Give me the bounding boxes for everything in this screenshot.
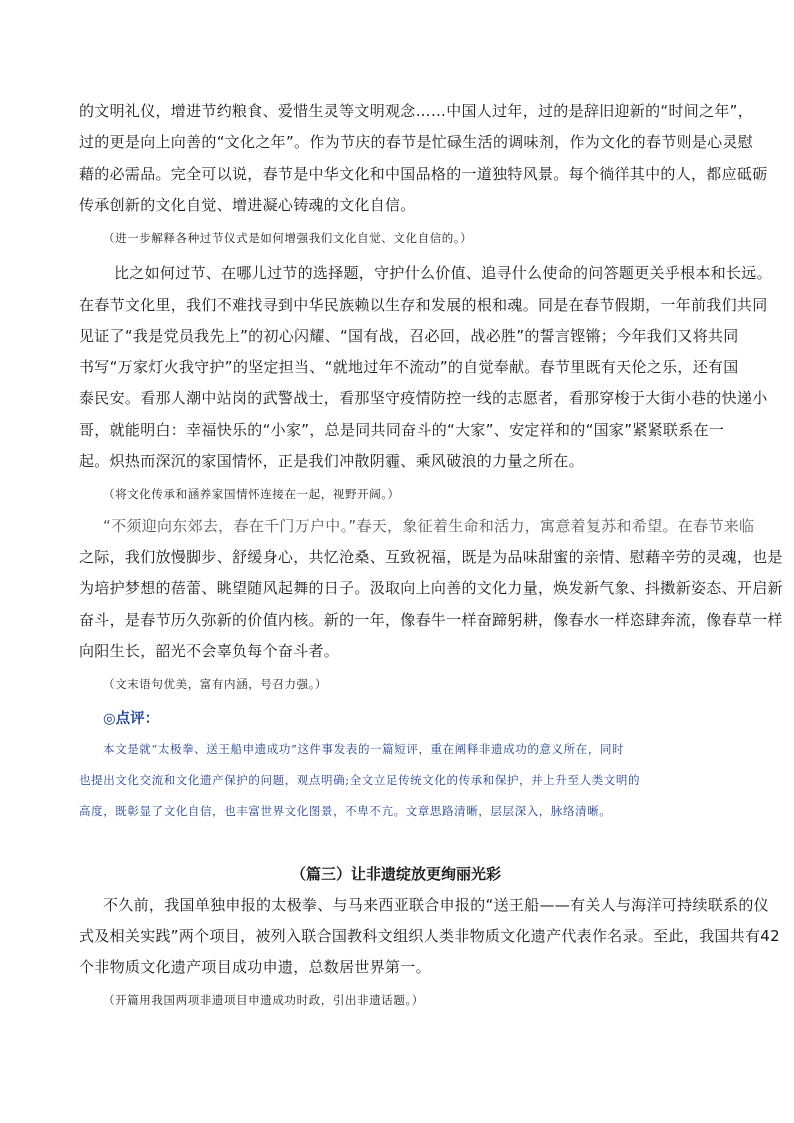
review-line: 高度，既彰显了文化自信，也丰富世界文化图景，不卑不亢。文章思路清晰，层层深入，脉络清晰。 — [79, 804, 612, 818]
annotation-note-3: （文末语句优美，富有内涵，号召力强。） — [103, 677, 328, 691]
review-title: ◎点评： — [103, 711, 160, 727]
paragraph-1-line: 的文明礼仪，增进节约粮食、爱惜生灵等文明观念……中国人过年，过的是辞旧迎新的“时间之年”， — [79, 102, 754, 120]
section-3-line: 个非物质文化遗产项目成功申遗，总数居世界第一。 — [79, 958, 431, 976]
paragraph-2-line: 比之如何过节、在哪儿过节的选择题，守护什么价值、追寻什么使命的问答题更关乎根本和长远。 — [114, 264, 772, 282]
section-3-line: 式及相关实践”两个项目，被列入联合国教科文组织人类非物质文化遗产代表作名录。至此，我国共有42 — [79, 927, 780, 945]
review-line: 本文是就“太极拳、送王船申遗成功”这件事发表的一篇短评，重在阐释非遗成功的意义所在，同时 — [103, 742, 625, 756]
paragraph-2-line: 起。炽热而深沉的家国情怀，正是我们冲散阴霾、乘风破浪的力量之所在。 — [79, 452, 584, 470]
paragraph-1-line: 传承创新的文化自觉、增进凝心铸魂的文化自信。 — [79, 196, 416, 214]
annotation-note-1: （进一步解释各种过节仪式是如何增强我们文化自觉、文化自信的。） — [103, 231, 473, 245]
annotation-note-4: （开篇用我国两项非遗项目申遗成功时政，引出非遗话题。） — [103, 993, 424, 1007]
section-title: （篇三）让非遗绽放更绚丽光彩 — [291, 865, 502, 883]
paragraph-1-line: 藉的必需品。完全可以说，春节是中华文化和中国品格的一道独特风景。每个徜徉其中的人，都应砥砺 — [79, 165, 768, 183]
paragraph-2-line: 书写“万家灯火我守护”的坚定担当、“就地过年不流动”的自觉奉献。春节里既有天伦之乐，还有国 — [79, 358, 739, 376]
section-3-line: 不久前，我国单独申报的太极拳、与马来西亚联合申报的“送王船——有关人与海洋可持续联系的仪 — [103, 896, 769, 914]
paragraph-3-line: 奋斗，是春节历久弥新的价值内核。新的一年，像春牛一样奋蹄躬耕，像春水一样恣肆奔流，像春草一样 — [79, 611, 783, 629]
paragraph-3-line: 向阳生长，韶光不会辜负每个奋斗者。 — [79, 642, 340, 660]
annotation-note-2: （将文化传承和涵养家国情怀连接在一起，视野开阔。） — [103, 487, 400, 501]
paragraph-3-line: “不须迎向东郊去，春在千门万户中。”春天，象征着生命和活力，寓意着复苏和希望。在春节来临 — [103, 517, 755, 535]
paragraph-2-line: 哥，就能明白：幸福快乐的“小家”，总是同共同奋斗的“大家”、安定祥和的“国家”紧紧联系在一 — [79, 421, 725, 439]
paragraph-2-line: 泰民安。看那人潮中站岗的武警战士，看那坚守疫情防控一线的志愿者，看那穿梭于大街小巷的快递小 — [79, 389, 768, 407]
review-line: 也提出文化交流和文化遗产保护的问题，观点明确;全文立足传统文化的传承和保护，并上升至人类文明的 — [79, 773, 641, 787]
paragraph-3-line: 之际，我们放慢脚步、舒缓身心，共忆沧桑、互致祝福，既是为品味甜蜜的亲情、慰藉辛劳的灵魂，也是 — [79, 548, 783, 566]
paragraph-1-line: 过的更是向上向善的“文化之年”。作为节庆的春节是忙碌生活的调味剂，作为文化的春节则是心灵慰 — [79, 133, 754, 151]
paragraph-2-line: 在春节文化里，我们不难找寻到中华民族赖以生存和发展的根和魂。同是在春节假期，一年前我们共同 — [79, 296, 768, 314]
paragraph-2-line: 见证了“我是党员我先上”的初心闪耀、“国有战，召必回，战必胜”的誓言铿锵；今年我们又将共同 — [79, 327, 739, 345]
paragraph-3-line: 为培护梦想的蓓蕾、眺望随风起舞的日子。汲取向上向善的文化力量，焕发新气象、抖擞新姿态、开启新 — [79, 579, 783, 597]
